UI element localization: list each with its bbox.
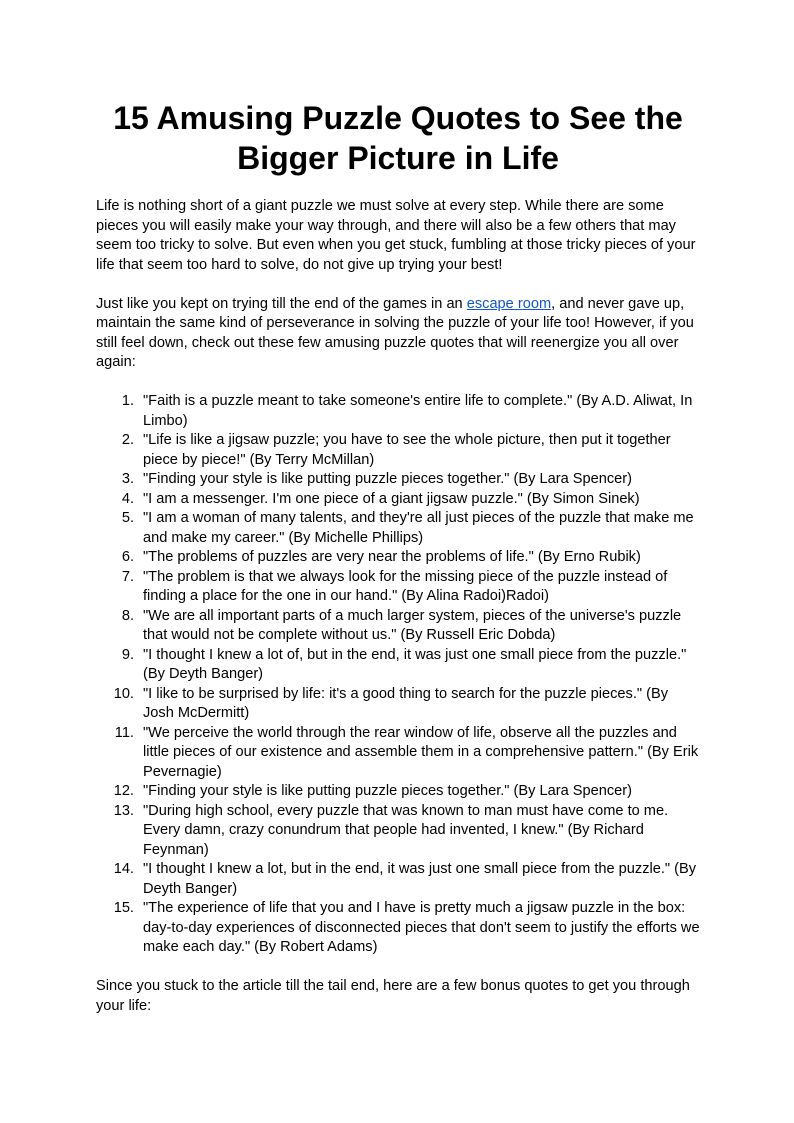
quote-text: "The problems of puzzles are very near the problems of life." (By Erno Rubik) (143, 549, 641, 565)
list-item-number: 10. (113, 685, 134, 702)
quote-text: "I thought I knew a lot, but in the end, it was just one small piece from the puzzle." (By Deyth Banger) (143, 861, 697, 897)
list-item (96, 782, 700, 802)
intro-paragraph: Life is nothing short of a giant puzzle we must solve at every step. While there are some pieces you will easily make your way through, and there will also be a few others that may seem too tricky to solve. But even when you get stuck, fumbling at those tricky pieces of your life that seem too hard to solve, do not give up trying your best! (96, 198, 696, 273)
list-item-number: 9. (121, 646, 134, 663)
list-item (96, 685, 700, 724)
closing-paragraph: Since you stuck to the article till the tail end, here are a few bonus quotes to get you through your life: (96, 978, 690, 1014)
list-item-number: 3. (121, 471, 134, 487)
quote-text: "We perceive the world through the rear window of life, observe all the puzzles and little pieces of our existence and assemble them in a comprehensive pattern." (By Erik Pevernagie) (143, 724, 699, 780)
list-item-number: 12. (113, 783, 134, 799)
list-item-number: 6. (121, 549, 134, 565)
quote-text: "Finding your style is like putting puzzle pieces together." (By Lara Spencer) (143, 783, 632, 799)
list-item (96, 392, 700, 431)
page-title: 15 Amusing Puzzle Quotes to See the Bigger Picture in Life (113, 100, 683, 176)
list-item (96, 860, 700, 899)
list-item (96, 899, 700, 958)
list-item-number: 8. (121, 607, 134, 624)
paragraph-text-after-link: , and never gave up, maintain the same kind of perseverance in solving the puzzle of your life too! However, if you still feel down, check out these few amusing puzzle quotes that will reenergize you all over again: (96, 295, 694, 370)
list-item (96, 470, 700, 490)
list-item-number: 4. (121, 490, 134, 507)
list-item-number: 2. (121, 432, 134, 448)
list-item-number: 14. (113, 861, 134, 877)
quote-text: "I like to be surprised by life: it's a good thing to search for the puzzle pieces." (By Josh McDermitt) (143, 685, 669, 721)
list-item (96, 490, 700, 510)
quote-text: "I am a woman of many talents, and they're all just pieces of the puzzle that make me and make my career." (By Michelle Phillips) (143, 510, 694, 546)
quote-text: "I am a messenger. I'm one piece of a giant jigsaw puzzle." (By Simon Sinek) (143, 490, 640, 507)
list-item (96, 802, 700, 861)
quote-list (96, 392, 700, 958)
list-item (96, 607, 700, 646)
quote-text: "Life is like a jigsaw puzzle; you have to see the whole picture, then put it together piece by piece!" (By Terry McMillan) (143, 432, 671, 468)
document-page (96, 98, 700, 1016)
quote-text: "We are all important parts of a much larger system, pieces of the universe's puzzle that would not be complete without us." (By Russell Eric Dobda) (143, 607, 682, 643)
list-item (96, 568, 700, 607)
list-item (96, 646, 700, 685)
list-item (96, 509, 700, 548)
list-item-number: 11. (114, 724, 134, 741)
list-item-number: 15. (113, 900, 134, 916)
list-item-number: 7. (121, 568, 134, 585)
list-item (96, 548, 700, 568)
list-item (96, 431, 700, 470)
escape-room-paragraph (96, 295, 700, 373)
paragraph-text-before-link: Just like you kept on trying till the end of the games in an (96, 295, 467, 312)
list-item-number: 13. (113, 802, 134, 819)
escape-room-link[interactable]: escape room (466, 295, 552, 312)
list-item-number: 5. (121, 510, 134, 526)
quote-text: "I thought I knew a lot of, but in the end, it was just one small piece from the puzzle." (By Deyth Banger) (143, 646, 687, 682)
quote-text: "The problem is that we always look for the missing piece of the puzzle instead of finding a place for the one in our hand." (By Alina Radoi)Radoi) (143, 568, 668, 604)
quote-text: "During high school, every puzzle that was known to man must have come to me. Every damn, crazy conundrum that people had invented, I knew." (By Richard Feynman) (143, 802, 669, 858)
list-item-number: 1. (121, 393, 134, 409)
quote-text: "Faith is a puzzle meant to take someone's entire life to complete." (By A.D. Aliwat, In Limbo) (143, 393, 693, 429)
quote-text: "Finding your style is like putting puzzle pieces together." (By Lara Spencer) (143, 471, 632, 487)
quote-text: "The experience of life that you and I have is pretty much a jigsaw puzzle in the box: day-to-day experiences of disconnected pieces that don't seem to justify the efforts we make each day." (By Robert Adams) (143, 900, 700, 955)
list-item (96, 724, 700, 783)
